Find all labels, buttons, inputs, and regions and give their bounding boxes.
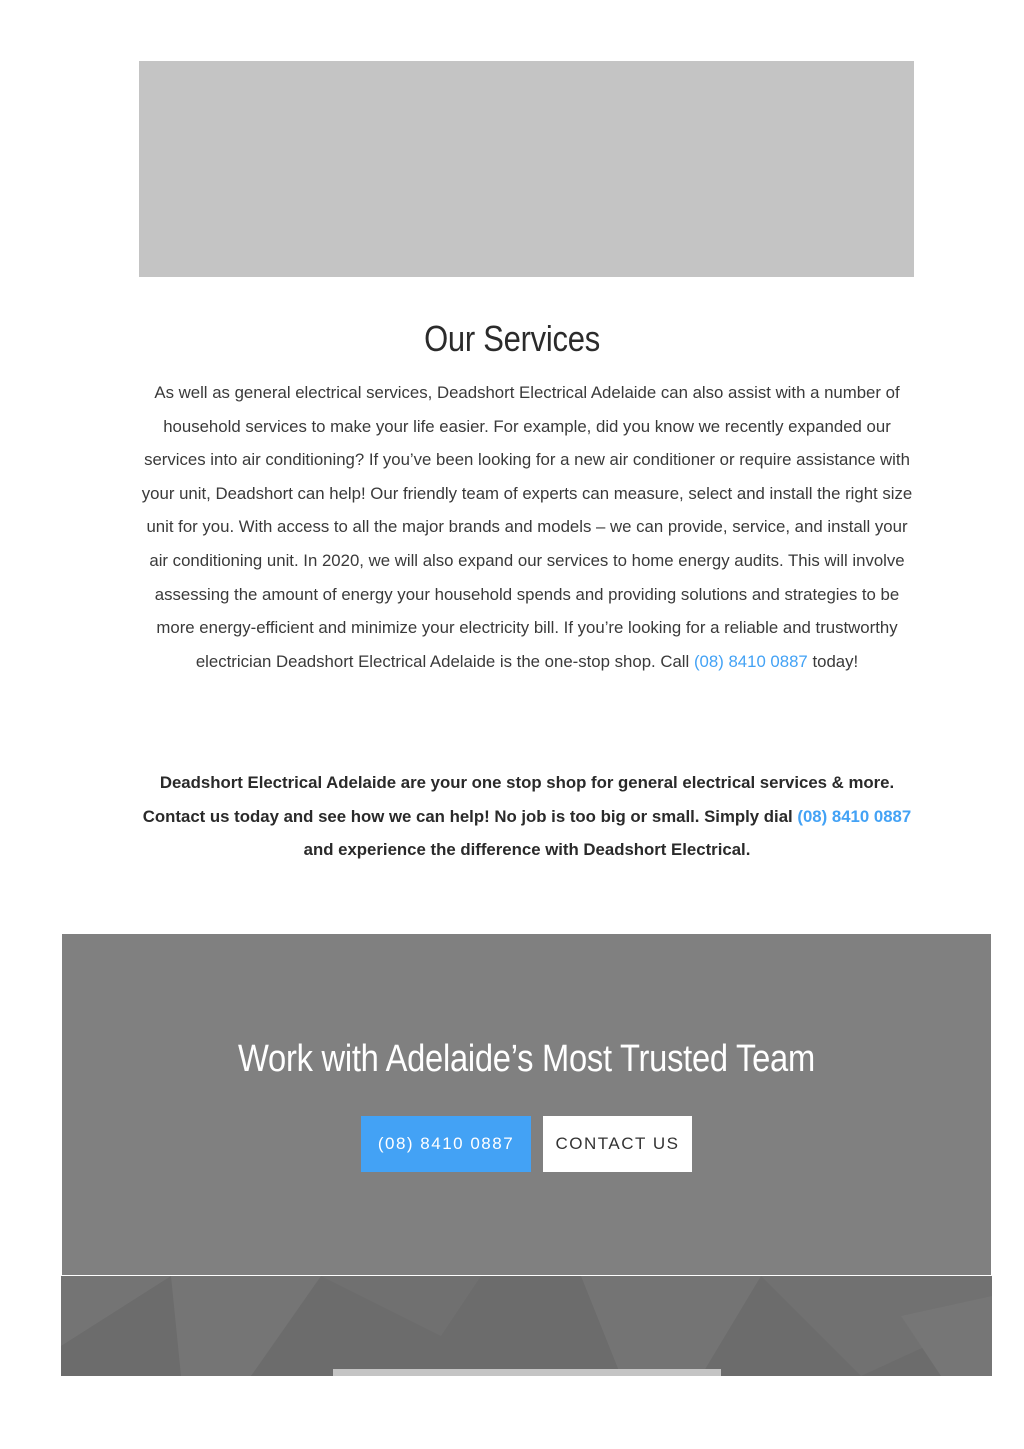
- cta-text-end: and experience the difference with Deadshort Electrical.: [303, 840, 751, 860]
- trusted-team-band: [62, 934, 991, 1275]
- hero-image-placeholder: [139, 61, 914, 277]
- cta-phone-link[interactable]: (08) 8410 0887: [797, 806, 912, 826]
- services-text-end: today!: [807, 651, 859, 671]
- cta-paragraph: [139, 766, 915, 867]
- services-description: [139, 376, 915, 678]
- services-text-start: As well as general electrical services, Deadshort Electrical Adelaide can also assist with a number of household services to make your life easier. For example, did you know we recently expanded our services into air conditioning? If you’ve been looking for a new air conditioner or require assistance with your unit, Deadshort can help! Our friendly team of experts can measure, select and install the right size unit for you. With access to all the major brands and models – we can provide, service, and install your air conditioning unit. In 2020, we will also expand our services to home energy audits. This will involve assessing the amount of energy your household spends and providing solutions and strategies to be more energy-efficient and minimize your electricity bill. If you’re looking for a reliable and trustworthy electrician Deadshort Electrical Adelaide is the one-stop shop. Call: [141, 383, 913, 671]
- contact-us-button[interactable]: CONTACT US: [543, 1116, 692, 1172]
- services-phone-link[interactable]: (08) 8410 0887: [693, 651, 808, 671]
- cta-text-start: Deadshort Electrical Adelaide are your one stop shop for general electrical services & more. Contact us today and see how we can help! No job is too big or small. Simply dial: [142, 773, 895, 826]
- call-phone-button[interactable]: (08) 8410 0887: [361, 1116, 531, 1172]
- footer-bar: [333, 1369, 721, 1376]
- band-title: Work with Adelaide’s Most Trusted Team: [238, 1038, 815, 1080]
- services-title: Our Services: [424, 318, 600, 359]
- footer-band: [61, 1276, 992, 1376]
- footer-background-pattern: [61, 1276, 992, 1376]
